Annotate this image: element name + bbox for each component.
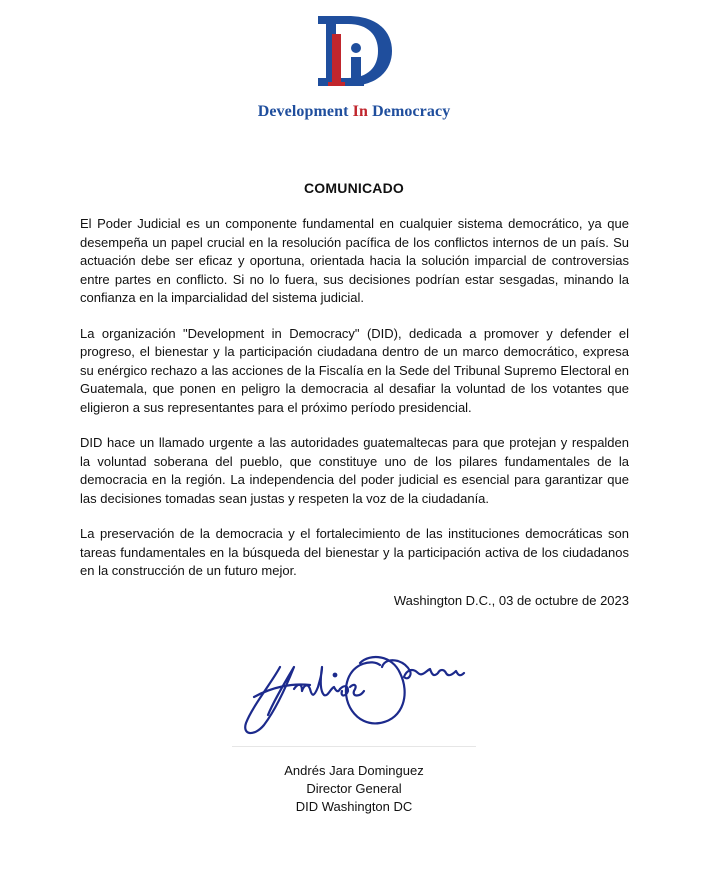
signer-office: DID Washington DC (295, 799, 413, 814)
org-name-part1: Development (257, 103, 353, 120)
paragraph: La preservación de la democracia y el fortalecimiento de las instituciones democráticas son tareas fundamentales en la búsqueda del bienestar y la participación activa de los ciudadanos en la construcción de un futuro mejor. (80, 526, 629, 578)
place-date: Washington D.C., 03 de octubre de 2023 (393, 593, 629, 608)
paragraph: DID hace un llamado urgente a las autoridades guatemaltecas para que protejan y respalden la voluntad soberana del pueblo, que constituye uno de los pilares fundamentales de la democracia en la región. La independencia del poder judicial es esencial para garantizar que las decisiones tomadas sean justas y respeten la voz de la ciudadanía. (80, 435, 629, 506)
org-name-part3: Democracy (368, 103, 451, 120)
document-heading: COMUNICADO (304, 180, 404, 196)
did-logo (312, 12, 396, 90)
paragraph: El Poder Judicial es un componente fundamental en cualquier sistema democrático, ya que desempeña un papel crucial en la resolución pacífica de los conflictos internos de un país. Su actuación debe ser eficaz y oportuna, orientada hacia la solución imparcial de controversias entre partes en conflicto. Si no lo fuera, sus decisiones podrían estar sesgadas, minando la confianza en la imparcialidad del sistema judicial. (80, 216, 629, 305)
document-body (80, 215, 629, 598)
paragraph: La organización "Development in Democracy" (DID), dedicada a promover y defender el progreso, el bienestar y la participación ciudadana dentro de un marco democrático, expresa su enérgico rechazo a las acciones de la Fiscalía en la Sede del Tribunal Supremo Electoral en Guatemala, que ponen en peligro la democracia al desafiar la voluntad de los votantes que eligieron a sus representantes para el próximo período presidencial. (80, 325, 629, 415)
org-name-part2: In (352, 103, 368, 120)
signature (232, 627, 476, 747)
signer-title: Director General (306, 781, 402, 796)
signer-name: Andrés Jara Dominguez (284, 763, 424, 778)
signer-block (0, 762, 708, 816)
organization-name (0, 103, 708, 121)
